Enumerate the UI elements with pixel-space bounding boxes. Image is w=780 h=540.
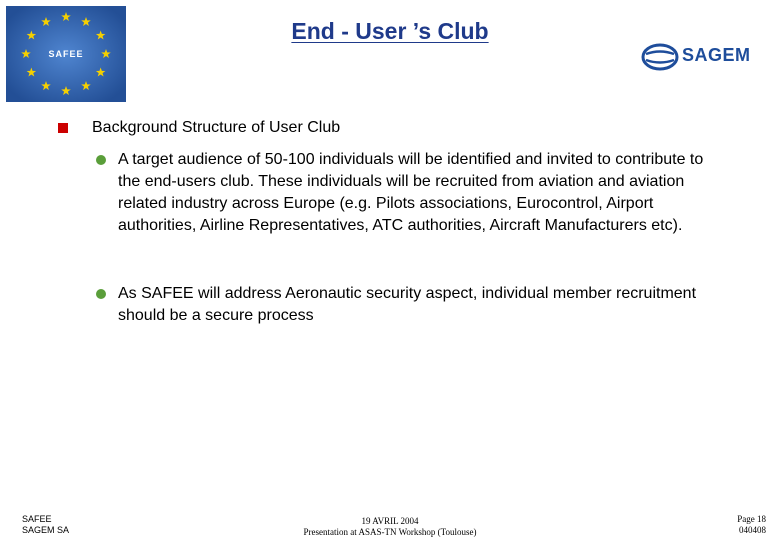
footer-left <box>22 514 69 536</box>
safee-logo <box>6 6 126 102</box>
main-bullet-text: Background Structure of User Club <box>92 119 341 136</box>
footer-project: SAFEE <box>22 514 52 524</box>
footer-event: Presentation at ASAS-TN Workshop (Toulouse) <box>303 527 477 537</box>
sub-bullet-audience <box>96 149 726 269</box>
sub-bullet-security <box>96 283 726 333</box>
footer-date: 19 AVRIL 2004 <box>361 516 419 526</box>
slide-title: End - User ’s Club <box>291 18 489 44</box>
square-bullet-icon <box>58 123 68 133</box>
footer-code: 040408 <box>739 525 766 535</box>
sagem-brand-text: SAGEM <box>682 45 751 65</box>
sagem-globe-icon <box>640 40 680 74</box>
footer-company: SAGEM SA <box>22 525 70 535</box>
footer-right <box>710 514 766 536</box>
sagem-logo <box>640 40 772 74</box>
sub-bullet-text: As SAFEE will address Aeronautic security aspect, individual member recruitment should be a secure process <box>118 285 697 324</box>
sub-bullet-text: A target audience of 50-100 individuals will be identified and invited to contribute to the end-users club. These individuals will be recruited from aviation and aviation related industry across Europe (e.g. Pilots associations, Eurocontrol, Airport authorities, Airline Representatives, ATC authorities, Aircraft Manufacturers etc). <box>118 151 704 234</box>
footer-page: Page 18 <box>737 514 766 524</box>
safee-logo-text: SAFEE <box>48 49 84 59</box>
round-bullet-icon <box>96 289 106 299</box>
footer-center <box>280 516 500 538</box>
round-bullet-icon <box>96 155 106 165</box>
